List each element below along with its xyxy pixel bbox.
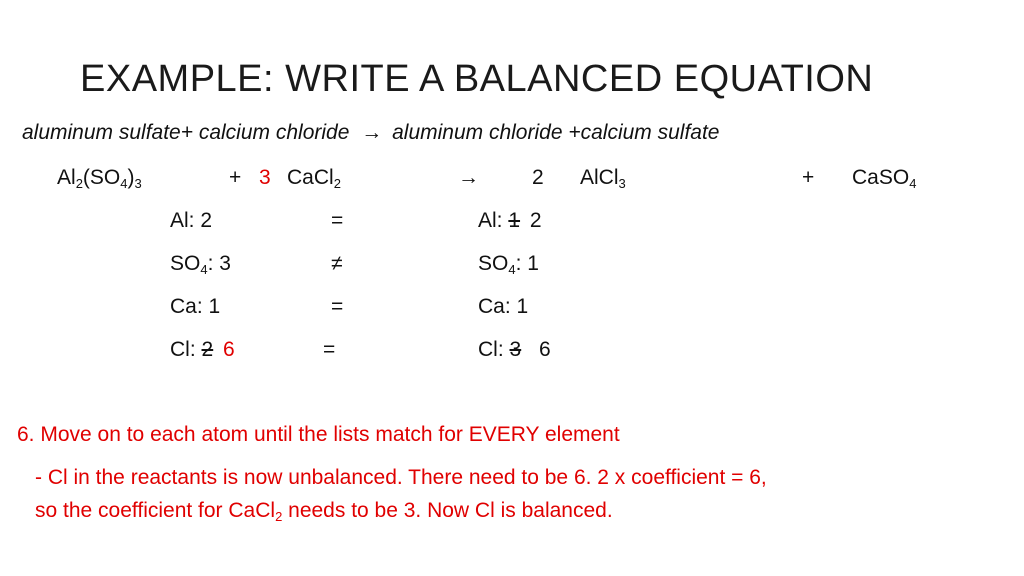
- product-count-so4: [478, 252, 539, 276]
- product-count-cl: [478, 338, 551, 362]
- formula-part: CaCl: [287, 166, 334, 189]
- reaction-arrow-icon: →: [458, 166, 479, 189]
- formula-subscript: 2: [275, 509, 283, 524]
- equal-sign: =: [331, 209, 344, 232]
- reactant-aluminum-sulfate: [57, 166, 142, 190]
- reactant-count-al: Al: 2: [170, 209, 213, 232]
- equal-sign: =: [323, 338, 336, 361]
- element-label: Cl:: [478, 338, 504, 361]
- equal-sign: =: [331, 295, 344, 318]
- formula-subscript: 4: [508, 262, 516, 277]
- right-arrow-icon: →: [361, 121, 383, 144]
- step-instruction: 6. Move on to each atom until the lists match for EVERY element: [17, 423, 620, 446]
- explanation-text: so the coefficient for CaCl: [35, 499, 276, 522]
- formula-subscript: 4: [120, 176, 128, 191]
- product-aluminum-chloride: [580, 166, 626, 190]
- updated-count: 6: [539, 338, 551, 361]
- coefficient-aluminum-chloride: 2: [532, 166, 544, 189]
- formula-part: CaSO: [852, 166, 910, 189]
- coefficient-calcium-chloride: 3: [259, 166, 271, 189]
- reactant-count-so4: [170, 252, 231, 276]
- plus-sign: +: [229, 166, 242, 189]
- formula-part: AlCl: [580, 166, 619, 189]
- element-label: Al:: [478, 209, 503, 232]
- crossed-out-count: 3: [509, 338, 522, 361]
- count-value: : 3: [207, 252, 231, 275]
- crossed-out-count: 1: [508, 209, 521, 232]
- formula-part: (SO: [82, 166, 121, 189]
- formula-subscript: 2: [333, 176, 341, 191]
- reactant-calcium-chloride: [287, 166, 341, 190]
- updated-count: 6: [223, 338, 235, 361]
- plus-sign: +: [802, 166, 815, 189]
- explanation-line-2: [35, 499, 613, 523]
- formula-part: ): [127, 166, 135, 189]
- product-calcium-sulfate: [852, 166, 916, 190]
- formula-subscript: 3: [134, 176, 142, 191]
- formula-subscript: 4: [200, 262, 208, 277]
- crossed-out-count: 2: [201, 338, 214, 361]
- formula-subscript: 3: [618, 176, 626, 191]
- formula-part: Al: [57, 166, 76, 189]
- formula-subscript: 2: [75, 176, 83, 191]
- explanation-line-1: - Cl in the reactants is now unbalanced. There need to be 6. 2 x coefficient = 6,: [35, 466, 767, 489]
- element-label: Cl:: [170, 338, 196, 361]
- word-products: aluminum chloride +calcium sulfate: [392, 121, 720, 144]
- word-reactants: aluminum sulfate+ calcium chloride: [22, 121, 350, 144]
- updated-count: 2: [529, 209, 542, 232]
- product-count-ca: Ca: 1: [478, 295, 529, 318]
- formula-subscript: 4: [909, 176, 917, 191]
- explanation-text: needs to be 3. Now Cl is balanced.: [282, 499, 613, 522]
- not-equal-sign: ≠: [331, 252, 343, 275]
- slide-title: EXAMPLE: WRITE A BALANCED EQUATION: [80, 58, 874, 100]
- product-count-al: [478, 209, 542, 233]
- count-value: : 1: [515, 252, 539, 275]
- element-label: SO: [170, 252, 201, 275]
- element-label: SO: [478, 252, 509, 275]
- reactant-count-cl: [170, 338, 235, 362]
- word-equation: [22, 121, 720, 145]
- reactant-count-ca: Ca: 1: [170, 295, 221, 318]
